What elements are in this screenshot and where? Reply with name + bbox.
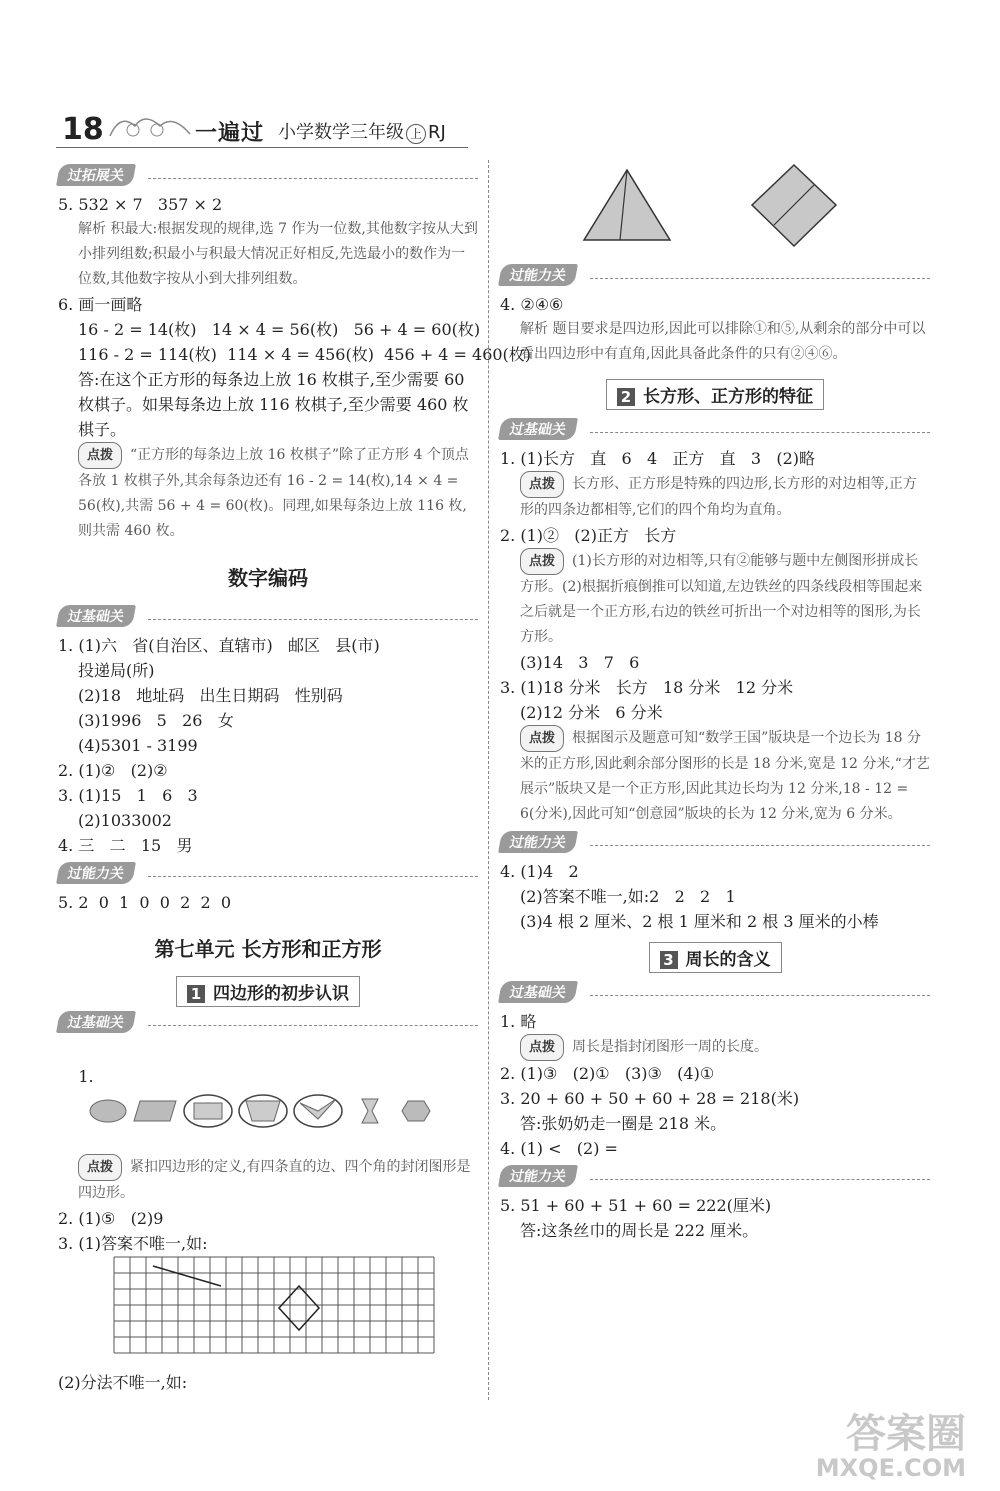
tip-badge: 点拨 — [78, 1154, 122, 1181]
watermark-url: MXQE.COM — [815, 1454, 966, 1482]
answer-line: 2. (1)③ (2)① (3)③ (4)① — [500, 1064, 715, 1083]
answer-line: 3. 20 + 60 + 50 + 60 + 28 = 218(米) — [500, 1089, 800, 1108]
grid-figure-wrap — [58, 1256, 478, 1370]
shape-7 — [402, 1101, 430, 1121]
answer-line: 3. (1)15 1 6 3 — [58, 786, 198, 805]
answer-line: (2)18 地址码 出生日期码 性别码 — [78, 686, 343, 705]
tag-label: 过拓展关 — [56, 164, 136, 186]
shape-5 — [300, 1099, 336, 1119]
edition-label: RJ — [428, 122, 446, 143]
shape-6 — [362, 1099, 378, 1123]
answer-line: 投递局(所) — [78, 661, 155, 680]
section-tag — [58, 164, 478, 186]
cut-line — [153, 1266, 221, 1286]
answer-line: 5. 532 × 7 357 × 2 — [58, 195, 223, 214]
answer-line: 116 - 2 = 114(枚) 114 × 4 = 456(枚) 456 + 4 = 460(枚) — [78, 345, 532, 364]
answer-line: 2. (1)② (2)正方 长方 — [500, 526, 677, 545]
tag-label: 过能力关 — [498, 1165, 578, 1187]
answer-line: 4. (1) < (2) = — [500, 1139, 618, 1158]
lesson-number: 1 — [187, 985, 205, 1003]
lesson-header — [500, 379, 930, 410]
answer-line: (2)12 分米 6 分米 — [520, 703, 663, 722]
answer-line: (2)答案不唯一,如:2 2 2 1 — [520, 887, 736, 906]
tip-block — [500, 548, 930, 650]
answer-line: 5. 2 0 1 0 0 2 2 0 — [58, 893, 231, 912]
answer-line: (2)1033002 — [78, 811, 172, 830]
analysis-text: 解析 积最大:根据发现的规律,选 7 作为一位数,其他数字按从大到小排列组数;积最小与积最大情况正好相反,先选最小的数作为一位数,其他数字按从小到大排列组数。 — [78, 221, 478, 287]
answer-line: 5. 51 + 60 + 51 + 60 = 222(厘米) — [500, 1196, 772, 1215]
answer-line: (3)1996 5 26 女 — [78, 711, 234, 730]
watermark-brand: 答案圈 — [846, 1411, 966, 1457]
tip-block — [58, 442, 478, 544]
tip-text: “正方形的每条边上放 16 枚棋子”除了正方形 4 个顶点各放 1 枚棋子外,其余每条边还有 16 - 2 = 14(枚),14 × 4 = 56(枚),共需 56 + 4 = 60(枚)。同理,如果每条边上放 116 枚,则共需 460 枚。 — [78, 447, 469, 539]
tag-label: 过能力关 — [56, 862, 136, 884]
answer-line: 4. (1)4 2 — [500, 862, 579, 881]
tag-label: 过基础关 — [498, 418, 578, 440]
answer-line: (3)4 根 2 厘米、2 根 1 厘米和 2 根 3 厘米的小棒 — [520, 912, 879, 931]
section-tag — [58, 862, 478, 884]
section-title: 数字编码 — [228, 566, 308, 590]
answer-line: 16 - 2 = 14(枚) 14 × 4 = 56(枚) 56 + 4 = 60(枚) — [78, 320, 481, 339]
tip-block — [500, 725, 930, 827]
lesson-box — [606, 379, 824, 410]
tip-text: (1)长方形的对边相等,只有②能够与题中左侧图形拼成长方形。(2)根据折痕倒推可以知道,左边铁丝的四条线段相等围起来之后就是一个正方形,右边的铁丝可折出一个对边相等的图形,为长方形。 — [520, 553, 923, 645]
question-number: 1. — [78, 1067, 94, 1086]
tip-badge: 点拨 — [520, 471, 564, 498]
header-decoration — [105, 108, 195, 148]
lesson-title: 长方形、正方形的特征 — [643, 387, 813, 407]
answer-line — [58, 1039, 478, 1154]
shape-4 — [246, 1101, 280, 1121]
tip-text: 紧扣四边形的定义,有四条直的边、四个角的封闭图形是四边形。 — [78, 1159, 471, 1201]
brand-logo: 一遍过 — [195, 121, 265, 146]
lesson-number: 3 — [660, 951, 678, 969]
answer-line: (3)14 3 7 6 — [520, 653, 640, 672]
tip-block — [500, 471, 930, 523]
tag-label: 过能力关 — [498, 831, 578, 853]
triangle-figure-row — [500, 160, 930, 260]
tag-label: 过基础关 — [498, 981, 578, 1003]
grade-badge: 上 — [406, 124, 426, 144]
unit-title: 第七单元 长方形和正方形 — [154, 937, 382, 961]
shape-row-figure — [78, 1089, 458, 1129]
right-column — [500, 160, 930, 1243]
answer-line: (2)分法不唯一,如: — [58, 1373, 188, 1392]
tip-text: 根据图示及题意可知“数学王国”版块是一个边长为 18 分米的正方形,因此剩余部分图形的长是 18 分米,宽是 12 分米,“才艺展示”版块又是一个正方形,因此其边长均为 12 分米,18 - 12 = 6(分米),因此可知“创意园”版块的长为 12 分米,宽为 6 分米。 — [520, 730, 930, 822]
lesson-header — [500, 942, 930, 973]
answer-line: 3. (1)18 分米 长方 18 分米 12 分米 — [500, 678, 794, 697]
answer-line: 4. ②④⑥ — [500, 295, 564, 314]
tip-badge: 点拨 — [520, 725, 564, 752]
tip-text: 周长是指封闭图形一周的长度。 — [572, 1039, 769, 1055]
lesson-number: 2 — [617, 388, 635, 406]
lesson-title: 周长的含义 — [685, 950, 771, 970]
tip-block — [500, 1034, 930, 1061]
shape-3 — [194, 1103, 222, 1119]
answer-line: 1. (1)长方 直 6 4 正方 直 3 (2)略 — [500, 449, 816, 468]
header-rule — [56, 147, 468, 148]
grid-figure — [113, 1256, 438, 1366]
lesson-box — [649, 942, 782, 973]
tip-badge: 点拨 — [78, 442, 122, 469]
tip-text: 长方形、正方形是特殊的四边形,长方形的对边相等,正方形的四条边都相等,它们的四个角均为直角。 — [520, 476, 917, 518]
answer-line: (4)5301 - 3199 — [78, 736, 198, 755]
answer-line: 1. (1)六 省(自治区、直辖市) 邮区 县(市) — [58, 636, 380, 655]
tip-badge: 点拨 — [520, 548, 564, 575]
section-tag — [500, 418, 930, 440]
answer-line: 2. (1)⑤ (2)9 — [58, 1209, 164, 1228]
answer-line: 6. 画一画略 — [58, 295, 143, 314]
tag-label: 过基础关 — [56, 1011, 136, 1033]
answer-line: 答:张奶奶走一圈是 218 米。 — [520, 1114, 727, 1133]
lesson-box — [176, 976, 360, 1007]
section-tag — [58, 1011, 478, 1033]
triangle-shape — [584, 170, 670, 240]
section-tag — [500, 981, 930, 1003]
answer-line: 答:这条丝巾的周长是 222 厘米。 — [520, 1221, 759, 1240]
answer-line: 1. 略 — [500, 1012, 537, 1031]
tag-label: 过基础关 — [56, 605, 136, 627]
tip-block — [58, 1154, 478, 1206]
section-tag — [500, 264, 930, 286]
answer-line: 答:在这个正方形的每条边上放 16 枚棋子,至少需要 60 枚棋子。如果每条边上放 116 枚棋子,至少需要 460 枚棋子。 — [78, 370, 469, 439]
page-number: 18 — [62, 112, 104, 147]
analysis-text: 解析 题目要求是四边形,因此可以排除①和⑤,从剩余的部分中可以看出四边形中有直角,因此具备此条件的只有②④⑥。 — [520, 321, 926, 362]
lesson-title: 四边形的初步认识 — [213, 984, 349, 1004]
section-tag — [500, 831, 930, 853]
answer-line: 2. (1)② (2)② — [58, 761, 168, 780]
answer-line: 3. (1)答案不唯一,如: — [58, 1234, 208, 1253]
section-tag — [500, 1165, 930, 1187]
shape-1 — [90, 1100, 126, 1122]
section-tag — [58, 605, 478, 627]
lesson-header — [58, 976, 478, 1007]
tip-badge: 点拨 — [520, 1034, 564, 1061]
diamond-shape — [279, 1286, 319, 1330]
book-title-text: 小学数学三年级 — [278, 122, 404, 143]
shape-2 — [134, 1101, 176, 1121]
answer-line: 4. 三 二 15 男 — [58, 836, 193, 855]
figure-triangles — [500, 160, 920, 260]
book-title — [278, 118, 446, 144]
tag-label: 过能力关 — [498, 264, 578, 286]
